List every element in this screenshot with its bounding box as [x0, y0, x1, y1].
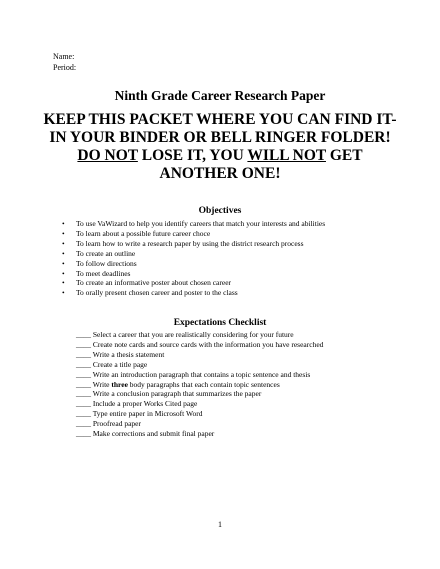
warning-notice: [40, 111, 400, 183]
warning-line-3-mid: LOSE IT, YOU: [137, 147, 248, 164]
checklist-item: ____ Proofread paper: [76, 419, 141, 429]
checklist-item: ____ Write a conclusion paragraph that summarizes the paper: [76, 389, 262, 399]
objective-item: • To follow directions: [62, 259, 325, 269]
checklist-item: ____ Include a proper Works Cited page: [76, 399, 198, 409]
checklist-heading: Expectations Checklist: [173, 318, 267, 328]
warning-line-4: ANOTHER ONE!: [159, 165, 281, 182]
checklist-item-prefix: ____ Write: [76, 379, 112, 389]
checklist-item-bold: three: [111, 379, 128, 389]
checklist-item: ____ Write an introduction paragraph that contains a topic sentence and thesis: [76, 369, 311, 379]
page-number: 1: [218, 520, 222, 529]
checklist-item: ____ Select a career that you are realistically considering for your future: [76, 330, 294, 339]
checklist-item: ____ Create note cards and source cards with the information you have researched: [76, 339, 324, 349]
checklist-item: ____ Make corrections and submit final paper: [76, 429, 215, 439]
document-title: Ninth Grade Career Research Paper: [114, 88, 326, 103]
will-not-emphasis: WILL NOT: [247, 147, 326, 164]
period-field-label: Period:: [53, 63, 77, 72]
warning-line-2: IN YOUR BINDER OR BELL RINGER FOLDER!: [49, 129, 391, 146]
objective-item: • To orally present chosen career and poster to the class: [62, 288, 325, 298]
warning-line-3-end: GET: [325, 147, 363, 164]
checklist-item: [76, 380, 323, 390]
do-not-emphasis: DO NOT: [77, 147, 138, 164]
checklist-item-rest: body paragraphs that each contain topic sentences: [127, 379, 280, 389]
objective-item: • To create an informative poster about chosen career: [62, 278, 325, 288]
expectations-checklist: [76, 330, 323, 439]
student-info-fields: [53, 51, 76, 73]
objective-item: • To learn how to write a research paper by using the district research process: [62, 239, 325, 249]
checklist-item: ____ Create a title page: [76, 359, 148, 369]
objectives-list: [62, 219, 325, 298]
objective-item: • To meet deadlines: [62, 269, 325, 279]
checklist-item: ____ Write a thesis statement: [76, 349, 165, 359]
objective-item: • To create an outline: [62, 249, 325, 259]
checklist-item: ____ Type entire paper in Microsoft Word: [76, 409, 203, 419]
name-field-label: Name:: [53, 52, 75, 61]
objective-item: • To use VaWizard to help you identify careers that match your interests and abilities: [62, 219, 325, 229]
warning-line-3: [40, 147, 400, 165]
objectives-heading: Objectives: [198, 206, 242, 216]
objective-item: • To learn about a possible future career choce: [62, 229, 325, 239]
warning-line-1: KEEP THIS PACKET WHERE YOU CAN FIND IT-: [43, 111, 397, 128]
